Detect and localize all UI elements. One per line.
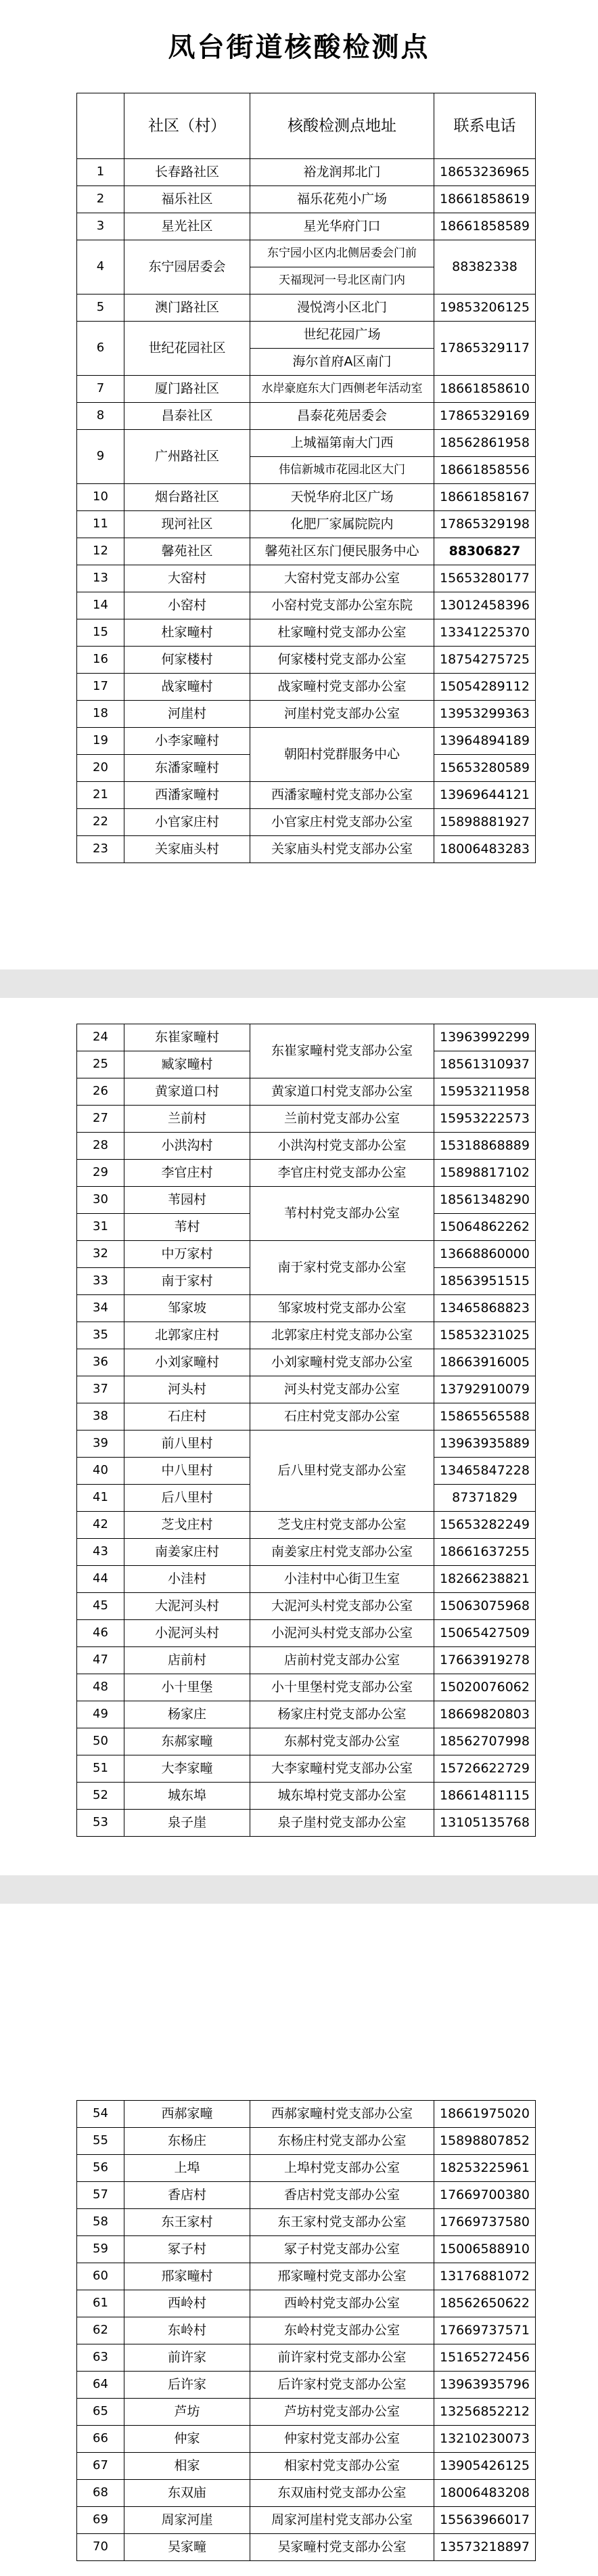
table-row: 9 广州路社区 上城福第南大门西 18562861958 bbox=[77, 430, 536, 457]
table-row: 2 福乐社区 福乐花苑小广场 18661858619 bbox=[77, 186, 536, 213]
header-index bbox=[77, 93, 124, 159]
table-row: 44 小洼村 小洼村中心街卫生室 18266238821 bbox=[77, 1566, 536, 1593]
table-row: 1 长春路社区 裕龙润邦北门 18653236965 bbox=[77, 159, 536, 186]
table-row: 59 冢子村 冢子村党支部办公室 15006588910 bbox=[77, 2236, 536, 2263]
table-row: 23 关家庙头村 关家庙头村党支部办公室 18006483283 bbox=[77, 836, 536, 863]
table-row: 49 杨家庄 杨家庄村党支部办公室 18669820803 bbox=[77, 1701, 536, 1728]
table-row: 65 芦坊 芦坊村党支部办公室 13256852212 bbox=[77, 2399, 536, 2426]
table-row: 40 中八里村 13465847228 bbox=[77, 1458, 536, 1485]
table-row: 5 澳门路社区 漫悦湾小区北门 19853206125 bbox=[77, 294, 536, 322]
table-row: 28 小洪沟村 小洪沟村党支部办公室 15318868889 bbox=[77, 1133, 536, 1160]
table-row: 54 西郝家疃 西郝家疃村党支部办公室 18661975020 bbox=[77, 2101, 536, 2128]
page-1 bbox=[0, 0, 598, 969]
testing-sites-table-2 bbox=[76, 1024, 536, 1837]
table-row: 55 东杨庄 东杨庄村党支部办公室 15898807852 bbox=[77, 2128, 536, 2155]
header-address: 核酸检测点地址 bbox=[250, 93, 434, 159]
table-row: 35 北郭家庄村 北郭家庄村党支部办公室 15853231025 bbox=[77, 1322, 536, 1349]
table-row: 42 芝戈庄村 芝戈庄村党支部办公室 15653282249 bbox=[77, 1512, 536, 1539]
table-row: 69 周家河崖 周家河崖村党支部办公室 15563966017 bbox=[77, 2507, 536, 2534]
table-row: 43 南姜家庄村 南姜家庄村党支部办公室 18661637255 bbox=[77, 1539, 536, 1566]
header-community: 社区（村） bbox=[124, 93, 250, 159]
table-row: 61 西岭村 西岭村党支部办公室 18562650622 bbox=[77, 2290, 536, 2317]
table-row: 伟信新城市花园北区大门 18661858556 bbox=[77, 457, 536, 484]
table-row: 13 大窑村 大窑村党支部办公室 15653280177 bbox=[77, 565, 536, 592]
table-row: 67 相家 相家村党支部办公室 13905426125 bbox=[77, 2453, 536, 2480]
table-row: 48 小十里堡 小十里堡村党支部办公室 15020076062 bbox=[77, 1674, 536, 1701]
table-row: 天福现河一号北区南门内 bbox=[77, 267, 536, 294]
page-separator bbox=[0, 969, 598, 998]
table-row: 56 上埠 上埠村党支部办公室 18253225961 bbox=[77, 2155, 536, 2182]
table-row: 31 苇村 15064862262 bbox=[77, 1214, 536, 1241]
table-row: 36 小刘家疃村 小刘家疃村党支部办公室 18663916005 bbox=[77, 1349, 536, 1376]
table-row: 4 东宁园居委会 东宁园小区内北侧居委会门前 88382338 bbox=[77, 240, 536, 267]
page-2 bbox=[0, 998, 598, 1875]
table-header-row bbox=[77, 93, 536, 159]
table-row: 58 东王家村 东王家村党支部办公室 17669737580 bbox=[77, 2209, 536, 2236]
table-row: 16 何家楼村 何家楼村党支部办公室 18754275725 bbox=[77, 647, 536, 674]
table-row: 15 杜家疃村 杜家疃村党支部办公室 13341225370 bbox=[77, 619, 536, 647]
table-row: 60 邢家疃村 邢家疃村党支部办公室 13176881072 bbox=[77, 2263, 536, 2290]
table-row: 45 大泥河头村 大泥河头村党支部办公室 15063075968 bbox=[77, 1593, 536, 1620]
table-row: 32 中万家村 南于家村党支部办公室 13668860000 bbox=[77, 1241, 536, 1268]
table-row: 30 苇园村 苇村村党支部办公室 18561348290 bbox=[77, 1187, 536, 1214]
header-phone: 联系电话 bbox=[434, 93, 536, 159]
table-row: 19 小李家疃村 朝阳村党群服务中心 13964894189 bbox=[77, 728, 536, 755]
table-row: 39 前八里村 后八里村党支部办公室 13963935889 bbox=[77, 1431, 536, 1458]
table-row: 20 东潘家疃村 15653280589 bbox=[77, 755, 536, 782]
table-row: 70 吴家疃 吴家疃村党支部办公室 13573218897 bbox=[77, 2534, 536, 2561]
table-row: 62 东岭村 东岭村党支部办公室 17669737571 bbox=[77, 2317, 536, 2344]
table-row: 38 石庄村 石庄村党支部办公室 15865565588 bbox=[77, 1403, 536, 1431]
table-row: 18 河崖村 河崖村党支部办公室 13953299363 bbox=[77, 701, 536, 728]
table-row: 12 馨苑社区 馨苑社区东门便民服务中心 88306827 bbox=[77, 538, 536, 565]
table-row: 24 东崔家疃村 东崔家疃村党支部办公室 13963992299 bbox=[77, 1024, 536, 1051]
table-row: 64 后许家 后许家村党支部办公室 13963935796 bbox=[77, 2372, 536, 2399]
testing-sites-table-1 bbox=[76, 93, 536, 863]
table-row: 33 南于家村 18563951515 bbox=[77, 1268, 536, 1295]
table-row: 14 小窑村 小窑村党支部办公室东院 13012458396 bbox=[77, 592, 536, 619]
table-row: 52 城东埠 城东埠村党支部办公室 18661481115 bbox=[77, 1783, 536, 1810]
table-row: 47 店前村 店前村党支部办公室 17663919278 bbox=[77, 1647, 536, 1674]
table-row: 53 泉子崖 泉子崖村党支部办公室 13105135768 bbox=[77, 1810, 536, 1837]
table-row: 63 前许家 前许家村党支部办公室 15165272456 bbox=[77, 2344, 536, 2372]
table-row: 68 东双庙 东双庙村党支部办公室 18006483208 bbox=[77, 2480, 536, 2507]
table-row: 10 烟台路社区 天悦华府北区广场 18661858167 bbox=[77, 484, 536, 511]
page-separator bbox=[0, 1875, 598, 1904]
table-row: 41 后八里村 87371829 bbox=[77, 1485, 536, 1512]
table-row: 50 东郝家疃 东郝村党支部办公室 18562707998 bbox=[77, 1728, 536, 1755]
table-row: 11 现河社区 化肥厂家属院院内 17865329198 bbox=[77, 511, 536, 538]
table-row: 6 世纪花园社区 世纪花园广场 17865329117 bbox=[77, 322, 536, 349]
table-row: 57 香店村 香店村党支部办公室 17669700380 bbox=[77, 2182, 536, 2209]
table-row: 8 昌泰社区 昌泰花苑居委会 17865329169 bbox=[77, 403, 536, 430]
table-row: 27 兰前村 兰前村党支部办公室 15953222573 bbox=[77, 1106, 536, 1133]
table-row: 26 黄家道口村 黄家道口村党支部办公室 15953211958 bbox=[77, 1078, 536, 1106]
table-row: 37 河头村 河头村党支部办公室 13792910079 bbox=[77, 1376, 536, 1403]
testing-sites-table-3 bbox=[76, 2100, 536, 2561]
table-row: 29 李官庄村 李官庄村党支部办公室 15898817102 bbox=[77, 1160, 536, 1187]
table-row: 7 厦门路社区 水岸豪庭东大门西侧老年活动室 18661858610 bbox=[77, 376, 536, 403]
table-row: 21 西潘家疃村 西潘家疃村党支部办公室 13969644121 bbox=[77, 782, 536, 809]
table-row: 51 大李家疃 大李家疃村党支部办公室 15726622729 bbox=[77, 1755, 536, 1783]
page-3 bbox=[0, 1904, 598, 2576]
table-row: 34 邹家坡 邹家坡村党支部办公室 13465868823 bbox=[77, 1295, 536, 1322]
table-row: 17 战家疃村 战家疃村党支部办公室 15054289112 bbox=[77, 674, 536, 701]
table-row: 66 仲家 仲家村党支部办公室 13210230073 bbox=[77, 2426, 536, 2453]
table-row: 海尔首府A区南门 bbox=[77, 349, 536, 376]
page-title: 凤台街道核酸检测点 bbox=[168, 32, 430, 63]
table-row: 3 星光社区 星光华府门口 18661858589 bbox=[77, 213, 536, 240]
table-row: 22 小官家庄村 小官家庄村党支部办公室 15898881927 bbox=[77, 809, 536, 836]
table-row: 25 臧家疃村 18561310937 bbox=[77, 1051, 536, 1078]
table-row: 46 小泥河头村 小泥河头村党支部办公室 15065427509 bbox=[77, 1620, 536, 1647]
